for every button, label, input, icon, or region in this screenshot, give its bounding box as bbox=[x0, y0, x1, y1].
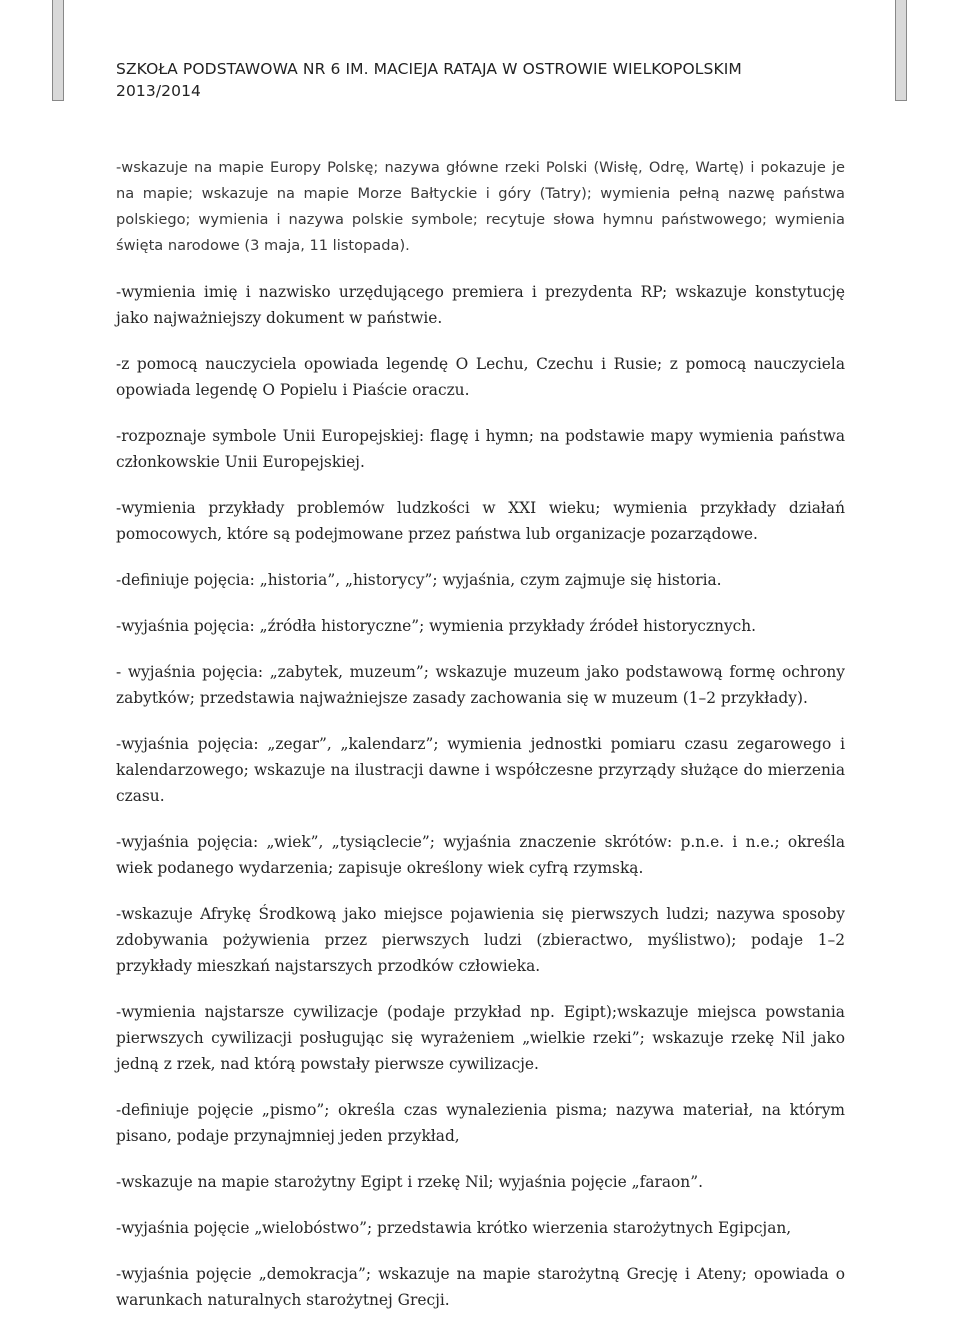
paragraph: -z pomocą nauczyciela opowiada legendę O Lechu, Czechu i Rusie; z pomocą nauczyciela opowiada legendę O Popielu i Piaście oraczu. bbox=[116, 355, 845, 399]
school-name: SZKOŁA PODSTAWOWA NR 6 IM. MACIEJA RATAJA W OSTROWIE WIELKOPOLSKIM bbox=[116, 60, 742, 78]
paragraph: -definiuje pojęcie „pismo”; określa czas wynalezienia pisma; nazywa materiał, na którym pisano, podaje przynajmniej jeden przykład, bbox=[116, 1101, 845, 1145]
paragraph: -wyjaśnia pojęcie „demokracja”; wskazuje na mapie starożytną Grecję i Ateny; opowiada o warunkach naturalnych starożytnej Grecji. bbox=[116, 1265, 845, 1309]
paragraph: -wyjaśnia pojęcia: „źródła historyczne”; wymienia przykłady źródeł historycznych. bbox=[116, 617, 757, 635]
paragraph: -wskazuje na mapie Europy Polskę; nazywa główne rzeki Polski (Wisłę, Odrę, Wartę) i pokazuje je na mapie; wskazuje na mapie Morze Bałtyckie i góry (Tatry); wymienia pełną nazwę państwa polskiego; wymienia i nazywa polskie symbole; recytuje słowa hymnu państwowego; wymienia święta narodowe (3 maja, 11 listopada). bbox=[116, 159, 845, 254]
paragraph: -wyjaśnia pojęcia: „wiek”, „tysiąclecie”; wyjaśnia znaczenie skrótów: p.n.e. i n.e.; określa wiek podanego wydarzenia; zapisuje określony wiek cyfrą rzymską. bbox=[116, 833, 845, 877]
school-year: 2013/2014 bbox=[116, 82, 202, 100]
paragraph: -wymienia imię i nazwisko urzędującego premiera i prezydenta RP; wskazuje konstytucję jako najważniejszy dokument w państwie. bbox=[116, 283, 845, 327]
page-header bbox=[116, 58, 742, 102]
paragraph: -wymienia najstarsze cywilizacje (podaje przykład np. Egipt);wskazuje miejsca powstania pierwszych cywilizacji posługując się wyrażeniem „wielkie rzeki”; wskazuje rzekę Nil jako jedną z rzek, nad którą powstały pierwsze cywilizacje. bbox=[116, 1003, 845, 1073]
paragraph: -wymienia przykłady problemów ludzkości w XXI wieku; wymienia przykłady działań pomocowych, które są podejmowane przez państwa lub organizacje pozarządowe. bbox=[116, 499, 845, 543]
paragraph: -wyjaśnia pojęcie „wielobóstwo”; przedstawia krótko wierzenia starożytnych Egipcjan, bbox=[116, 1219, 792, 1237]
paragraph: -wskazuje Afrykę Środkową jako miejsce pojawienia się pierwszych ludzi; nazywa sposoby zdobywania pożywienia przez pierwszych ludzi (zbieractwo, myślistwo); podaje 1–2 przykłady mieszkań najstarszych przodków człowieka. bbox=[116, 905, 845, 975]
header-right-bar bbox=[895, 0, 907, 101]
paragraph: -wskazuje na mapie starożytny Egipt i rzekę Nil; wyjaśnia pojęcie „faraon”. bbox=[116, 1173, 703, 1191]
document-body bbox=[116, 155, 845, 1333]
header-left-bar bbox=[52, 0, 64, 101]
paragraph: -wyjaśnia pojęcia: „zegar”, „kalendarz”; wymienia jednostki pomiaru czasu zegarowego i kalendarzowego; wskazuje na ilustracji dawne i współczesne przyrządy służące do mierzenia czasu. bbox=[116, 735, 845, 805]
paragraph: - wyjaśnia pojęcia: „zabytek, muzeum”; wskazuje muzeum jako podstawową formę ochrony zabytków; przedstawia najważniejsze zasady zachowania się w muzeum (1–2 przykłady). bbox=[116, 663, 845, 707]
paragraph: -definiuje pojęcia: „historia”, „historycy”; wyjaśnia, czym zajmuje się historia. bbox=[116, 571, 722, 589]
paragraph: -rozpoznaje symbole Unii Europejskiej: flagę i hymn; na podstawie mapy wymienia państwa członkowskie Unii Europejskiej. bbox=[116, 427, 845, 471]
